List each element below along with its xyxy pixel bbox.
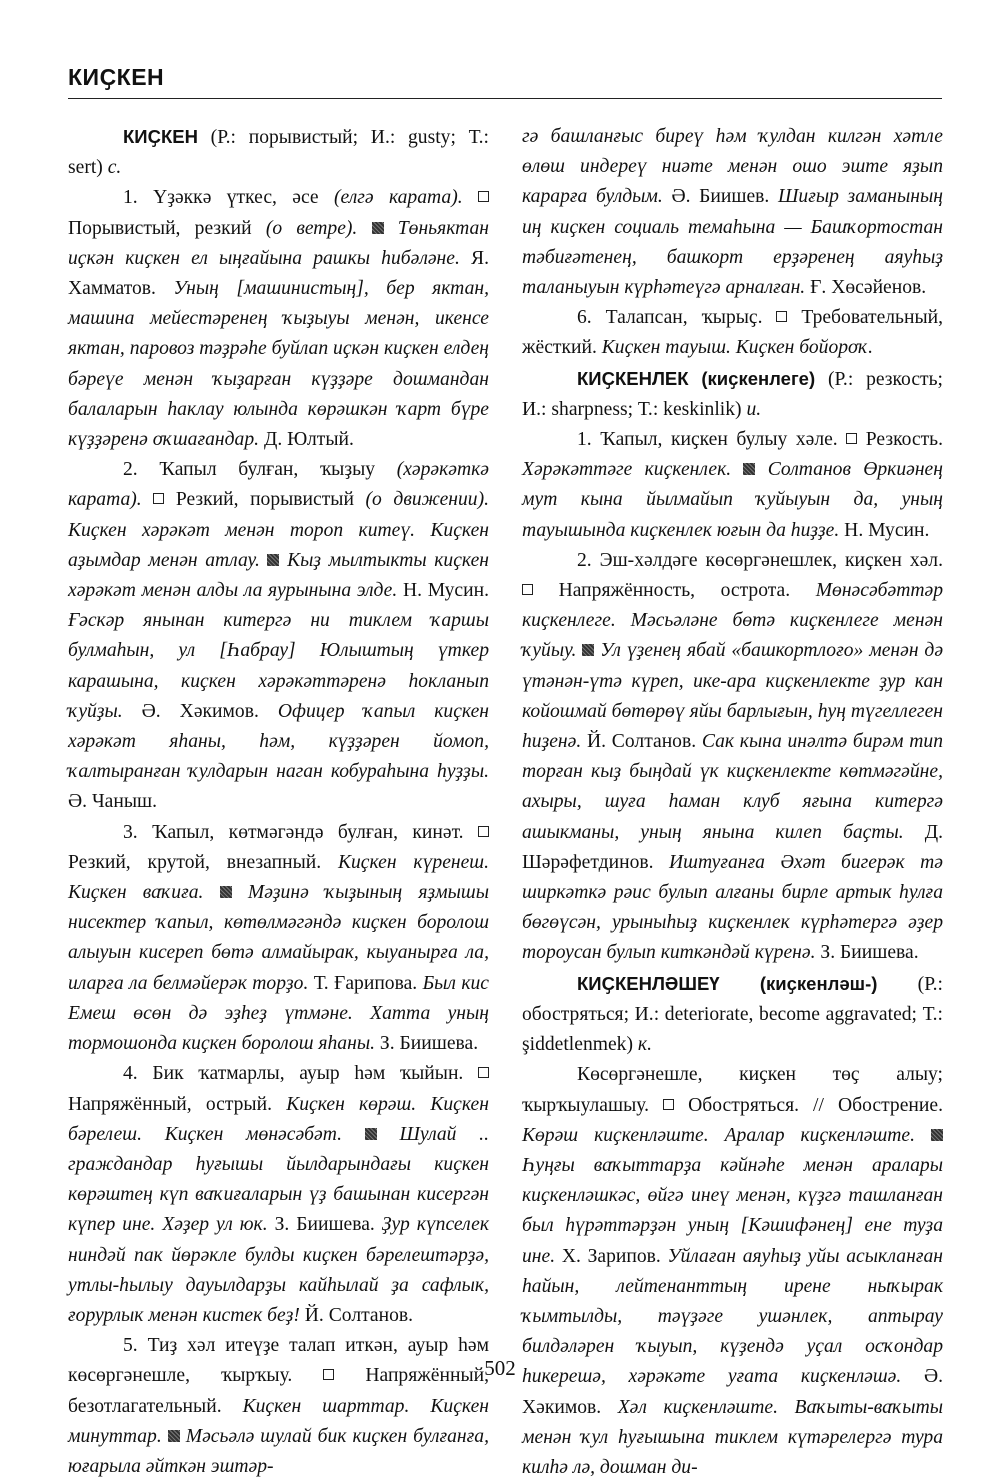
example-square-icon [267,554,279,566]
example-square-icon [743,463,755,475]
example-square-icon [582,644,594,656]
entry-header: КИҪКЕНЛЕК (киҫкенлеге) (Р.: резкость; И.: sharpness; Т.: keskinlik) и. [522,367,943,420]
headword: КИҪКЕН [123,126,198,147]
translation-box-icon [153,493,164,504]
header-rule [68,98,942,99]
sense-1: 1. Ҡапыл, киҫкен булыу хәле. Резкость. Хәрәкәттәге киҫкенлек. Солтанов Өркиәнең мут кына йылмайып ҡуйыуын да, уның тауышында киҫкенлек юғын да һиҙҙе. Н. Мусин. [522,429,944,541]
translation-box-icon [846,433,857,444]
sense-2: 2. Эш-хәлдәге көсөргәнешлек, киҫкен хәл. Напряжённость, острота. Мөнәсәбәттәр киҫкенлеге. Мәсьәләне бөтә киҫкенлеге менән ҡуйыу. Ул үҙенең ябай «башкортлоғо» менән дә үтәнән-үтә күреп, ике-ара киҫкенлекте ҙур кан койошмай бөтөрөү яйы барлығын, һуң түгеллеген һиҙенә. Й. Солтанов. Сак кына инәлтә бирәм тип торған кыҙ быңдай үк киҫкенлекте көтмәгәйне, ахыры, шуға һаман клуб яғына китергә ашыкманы, уның янына килеп баҫты. Д. Шәрәфетдинов. Иштуғанға Әхәт бигерәк тә ширкәткә рәис булып алғаны бирле артык һулға бөгөүсән, урыныһыҙ киҫкенлек күрһәтергә әҙер тороусан булып киткәндәй күренә. З. Биишева. [522,549,944,964]
translation-box-icon [663,1099,674,1110]
translation-box-icon [478,1067,489,1078]
example-square-icon [372,222,384,234]
sense-1: 1. Үҙәккә үткес, әсе (елгә карата). Порывистый, резкий (о ветре). Төньяктан иҫкән киҫкен ел ыңғайына рашкы һибәләне. Я. Хамматов. Уның [машинистың], бер яктан, машина мейестәренең ҡыҙыуы менән, икенсе яктан, паровоз тәҙрәһе буйлап иҫкән киҫкен елдең бәреүе менән ҡыҙарған күҙҙәре дошмандан балаларын һаклау юлында көрәшкән ҡарт бүре күҙҙәренә оҡшағандар. Д. Юлтый. [68,187,490,451]
translation-box-icon [522,584,533,595]
entry-header: КИҪКЕНЛӘШЕҮ (киҫкенләш-) (Р.: обостряться; И.: deteriorate, become aggravated; Т.: şiddetlenmek) к. [522,972,943,1056]
left-column [68,122,489,1482]
headword: КИҪКЕНЛӘШЕҮ [577,972,720,994]
sense-3: 3. Ҡапыл, көтмәгәндә булған, кинәт. Резкий, крутой, внезапный. Киҫкен күренеш. Киҫкен ваҡиға. Мәҙинә ҡыҙының яҙмышы нисектер ҡапыл, көтөлмәгәндә киҫкен боролош алыуын кисереп бөтә алмайырак, кыуанырға ла, иларға ла белмәйерәк торҙо. Т. Ғарипова. Был кис Емеш өсөн дә эҙһеҙ үтмәне. Хатта уның тормошонда киҫкен боролош яһаны. З. Биишева. [68,821,489,1055]
example-square-icon [168,1430,180,1442]
right-column [522,122,943,1483]
example-square-icon [220,886,232,898]
entry-header: КИҪКЕН (Р.: порывистый; И.: gusty; Т.: sert) с. [68,126,489,179]
sense-2: 2. Ҡапыл булған, ҡыҙыу (хәрәкәткә карата). Резкий, порывистый (о движении). Киҫкен хәрәкәт менән тороп китеү. Киҫкен аҙымдар менән атлау. Кыҙ мылтыкты киҫкен хәрәкәт менән алды ла яурынына элде. Н. Мусин. Ғәскәр янынан китергә ни тиклем ҡаршы булмаһын, ул [Һабрау] Юлыштың үткер карашына, киҫкен хәрәкәттәренә һокланып ҡуйҙы. Ә. Хәкимов. Офицер ҡапыл киҫкен хәрәкәт яһаны, һәм, күҙҙәрен йомоп, ҡалтыранған ҡулдарын наган кобураһына һуҙҙы. Ә. Чаныш. [68,459,490,813]
sense-6: 6. Талапсан, ҡырыҫ. Требовательный, жёсткий. Киҫкен тауыш. Киҫкен бойороҡ. [522,307,944,359]
page-number: 502 [484,1356,516,1380]
running-head: КИҪКЕН [68,64,165,90]
headword: КИҪКЕНЛЕК [577,367,689,389]
example-square-icon [365,1128,377,1140]
continuation: гә башланғыс биреү һәм ҡулдан килгән хәтле өлөш индереү ниәте менән ошо эште яҙып карарға булдым. Ә. Биишев. Шиғыр заманының иң киҫкен социаль темаһына — Башҡортостан тәбиғәтенең, башкорт ерҙәренең аяуһыҙ таланыуын күрһәтеүгә арналған. Ғ. Хөсәйенов. [522,126,943,299]
translation-box-icon [776,311,787,322]
sense-5: 5. Тиҙ хәл итеүҙе талап иткән, ауыр һәм көсөргәнешле, ҡырҡыу. Напряжённый, безотлагательный. Киҫкен шарттар. Киҫкен минуттар. Мәсьәлә шулай бик киҫкен булғанға, юғарыла әйткән эштәр- [68,1335,489,1477]
definition: Көсөргәнешле, киҫкен төҫ алыу; ҡырҡыулашыу. Обостряться. // Обострение. Көрәш киҫкенләште. Аралар киҫкенләште. Һуңғы ваҡыттарҙа кәйнәһе менән аралары киҫкенләшкәс, өйгә инеү менән, күҙгә ташланған был һүрәттәрҙән уның [Кәшифәнең] ене туҙа ине. Х. Зарипов. Уйлаған аяуһыҙ уйы асыкланған һайын, лейтенанттың ирене ныҡырак ҡымтылды, тәүҙәге ушәнлек, аптырау билдәләрен ҡыуып, күҙендә уҫал осҡондар һикерешә, хәрәкәте уғата киҫкенләшә. Ә. Хәкимов. Хәл киҫкенләште. Ваҡыты-ваҡыты менән ҡул һуғышына тиклем күтәрелергә тура килһә лә, дошман ди- [522,1064,943,1478]
example-square-icon [931,1129,943,1141]
translation-box-icon [478,191,489,202]
translation-box-icon [478,826,489,837]
sense-4: 4. Бик ҡатмарлы, ауыр һәм ҡыйын. Напряжённый, острый. Киҫкен көрәш. Киҫкен бәрелеш. Киҫкен мөнәсәбәт. Шулай .. граждандар һуғышы йылдарындағы киҫкен көрәштең күп ваҡиғаларын үҙ башынан кисергән күпер ине. Хәҙер ул юк. З. Биишева. Ҙур күпселек ниндәй пак йөрәкле булды киҫкен бәрелештәрҙә, утлы-һылыу дауылдарҙы кайһылай ҙа сафлык, ғорурлык менән кистек беҙ! Й. Солтанов. [68,1063,490,1326]
